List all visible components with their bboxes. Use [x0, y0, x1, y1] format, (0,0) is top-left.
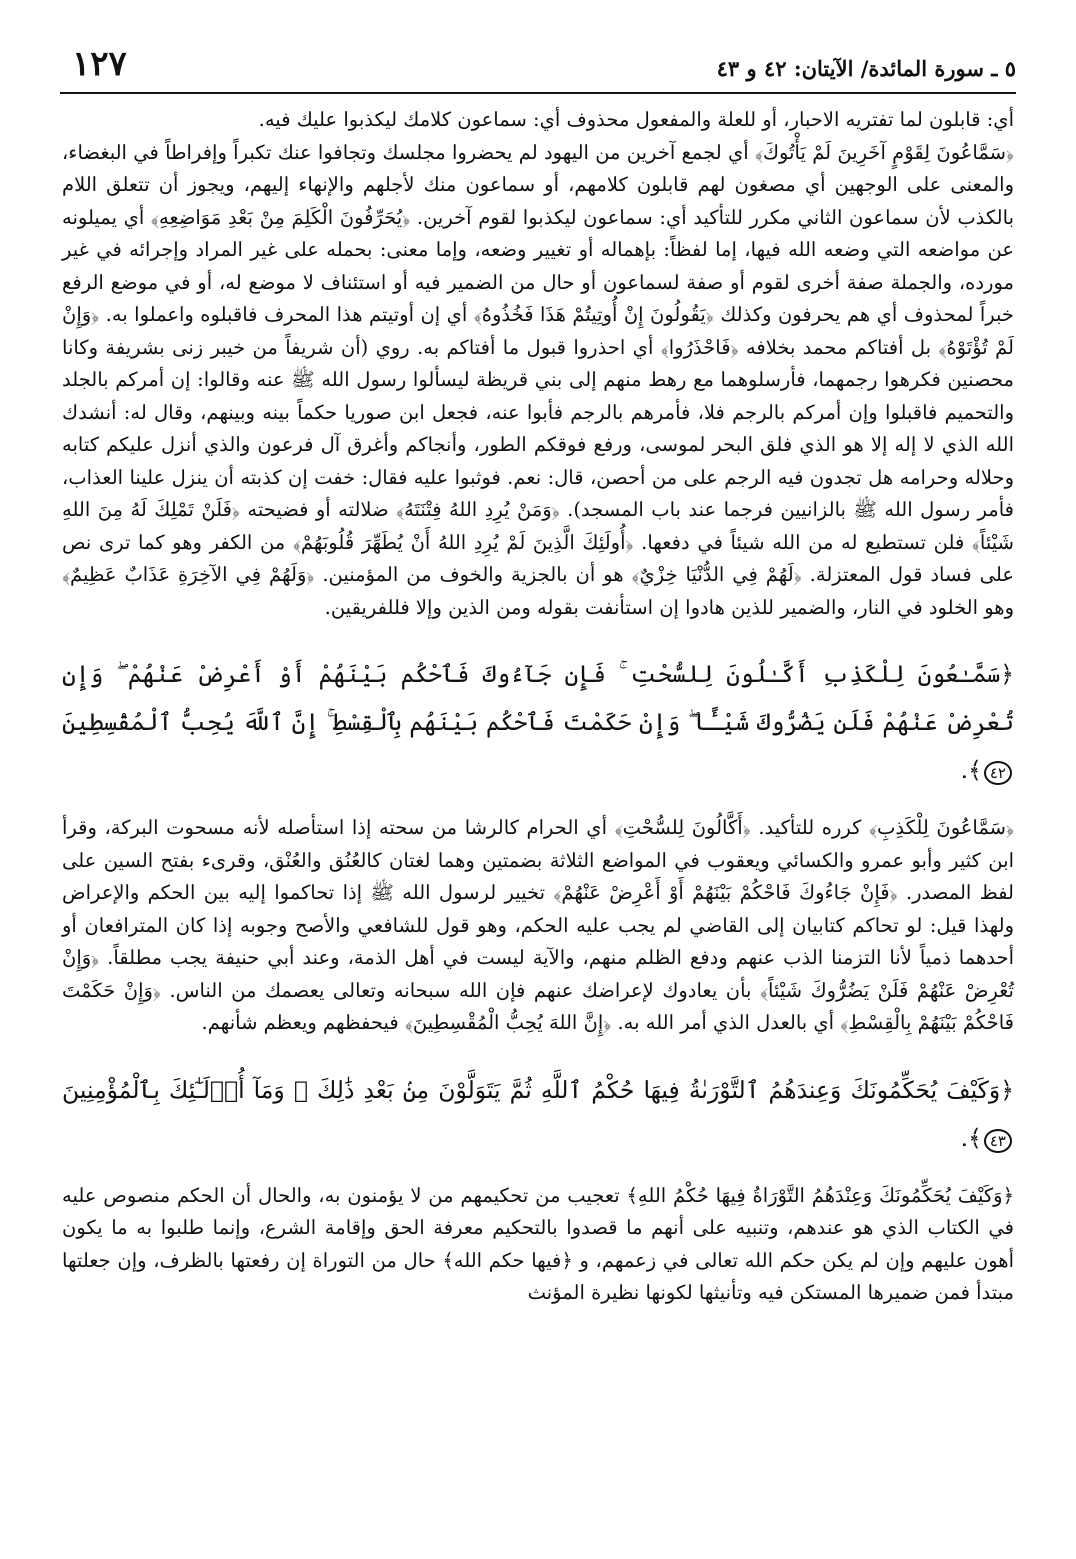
verse-42-closing: ﴾. — [960, 756, 982, 784]
verse-42-text: ﴿سَمَّـٰعُونَ لِلْكَذِبِ أَكَّـٰلُونَ لِلسُّحْتِ ۚ فَإِن جَآءُوكَ فَٱحْكُم بَيْنَهُمْ أَوْ أَعْرِضْ عَنْهُمْ ۖ وَإِن تُعْرِضْ عَنْهُمْ فَلَن يَضُرُّوكَ شَيْـًٔا ۖ وَإِنْ حَكَمْتَ فَٱحْكُم بَيْنَهُم بِٱلْقِسْطِ ۚ إِنَّ ٱللَّهَ يُحِبُّ ٱلْمُقْسِطِينَ — [62, 660, 1014, 736]
quran-verse-43 — [62, 1066, 1014, 1162]
commentary-paragraph-3: ﴿وَكَيْفَ يُحَكِّمُونَكَ وَعِنْدَهُمُ التَّوْرَاةُ فِيهَا حُكْمُ اللهِ﴾ تعجيب من تحكيمهم من لا يؤمنون به، والحال أن الحكم منصوص عليه في الكتاب الذي هو عندهم، وتنبيه على أنهم ما قصدوا بالتحكيم معرفة الحق وإقامة الشرع، وإنما طلبوا به ما يكون أهون عليهم وإن لم يكن حكم الله تعالى في زعمهم، و ﴿فيها حكم الله﴾ حال من التوراة إن رفعتها بالظرف، وإن جعلتها مبتدأ فمن ضميرها المستكن فيه وتأنيثها لكونها نظيرة المؤنث — [62, 1183, 1014, 1304]
verse-42-number: ٤٢ — [984, 761, 1012, 785]
commentary-paragraph-1b: ﴿سَمَّاعُونَ لِقَوْمٍ آخَرِينَ لَمْ يَأْتُوكَ﴾ أي لجمع آخرين من اليهود لم يحضروا مجلسك وتجافوا عنك تكبراً وإفراطاً في البغضاء، والمعنى على الوجهين أي مصغون لهم قابلون كلامهم، أو سماعون منك لأجلهم والإنهاء إليهم، ويجوز أن تتعلق اللام بالكذب لأن سماعون الثاني مكرر للتأكيد أي: سماعون ليكذبوا لقوم آخرين. ﴿يُحَرِّفُونَ الْكَلِمَ مِنْ بَعْدِ مَوَاضِعِهِ﴾ أي يميلونه عن مواضعه التي وضعه الله فيها، إما لفظاً: بإهماله أو تغيير وضعه، وإما معنى: بحمله على غير المراد وإجرائه في غير مورده، والجملة صفة أخرى لقوم أو صفة لسماعون أو حال من الضمير فيه أو استئناف لا موضع له، أو في موضع الرفع خبراً لمحذوف أي هم يحرفون وكذلك ﴿يَقُولُونَ إِنْ أُوتِيتُمْ هَذَا فَخُذُوهُ﴾ أي إن أوتيتم هذا المحرف فاقبلوه واعملوا به. ﴿وَإِنْ لَمْ تُؤْتَوْهُ﴾ بل أفتاكم محمد بخلافه ﴿فَاحْذَرُوا﴾ أي احذروا قبول ما أفتاكم به. روي (أن شريفاً من خيبر زنى بشريفة وكانا محصنين فكرهوا رجمهما، فأرسلوهما مع رهط منهم إلى بني قريظة ليسألوا رسول الله ﷺ عنه وقالوا: إن أمركم بالجلد والتحميم فاقبلوا وإن أمركم بالرجم فلا، فأمرهم بالرجم فأبوا عنه، فجعل ابن صوريا حكماً بينه وبينهم، وقال له: أنشدك الله الذي لا إله إلا هو الذي فلق البحر لموسى، ورفع فوقكم الطور، وأنجاكم وأغرق آل فرعون والذي أنزل عليكم كتابه وحلاله وحرامه هل تجدون فيه الرجم على من أحصن، قال: نعم. فوثبوا عليه فقال: خفت إن كذبته أن ينزل علينا العذاب، فأمر رسول الله ﷺ بالزانيين فرجما عند باب المسجد). ﴿وَمَنْ يُرِدِ اللهُ فِتْنَتَهُ﴾ ضلالته أو فضيحته ﴿فَلَنْ تَمْلِكَ لَهُ مِنَ اللهِ شَيْئاً﴾ فلن تستطيع له من الله شيئاً في دفعها. ﴿أُولَئِكَ الَّذِينَ لَمْ يُرِدِ اللهُ أَنْ يُطَهِّرَ قُلُوبَهُمْ﴾ من الكفر وهو كما ترى نص على فساد قول المعتزلة. ﴿لَهُمْ فِي الدُّنْيَا خِزْيٌ﴾ هو أن بالجزية والخوف من المؤمنين. ﴿وَلَهُمْ فِي الآخِرَةِ عَذَابٌ عَظِيمٌ﴾ وهو الخلود في النار، والضمير للذين هادوا إن استأنفت بقوله ومن الذين وإلا فللفريقين. — [62, 140, 1014, 619]
commentary-paragraph-1a: أي: قابلون لما تفتريه الاحبار، أو للعلة والمفعول محذوف أي: سماعون كلامك ليكذبوا عليك فيه. — [258, 108, 1014, 131]
header-title: ٥ ـ سورة المائدة/ الآيتان: ٤٢ و ٤٣ — [716, 56, 1016, 81]
verse-43-closing: ﴾. — [960, 1123, 982, 1152]
verse-43-number: ٤٣ — [984, 1129, 1012, 1153]
quran-verse-42 — [62, 650, 1014, 794]
page-body — [62, 104, 1014, 1310]
page-number: ١٢٧ — [72, 44, 127, 84]
page-header — [60, 40, 1016, 94]
commentary-paragraph-2: ﴿سَمَّاعُونَ لِلْكَذِبِ﴾ كرره للتأكيد. ﴿أَكَّالُونَ لِلسُّحْتِ﴾ أي الحرام كالرشا من سحته إذا استأصله لأنه مسحوت البركة، وقرأ ابن كثير وأبو عمرو والكسائي ويعقوب في المواضع الثلاثة بضمتين وهما لغتان كالعُنُق والعُنْق، وقرىء بفتح السين على لفظ المصدر. ﴿فَإِنْ جَاءُوكَ فَاحْكُمْ بَيْنَهُمْ أَوْ أَعْرِضْ عَنْهُمْ﴾ تخيير لرسول الله ﷺ إذا تحاكموا إليه بين الحكم والإعراض ولهذا قيل: لو تحاكم كتابيان إلى القاضي لم يجب عليه الحكم، وهو قول للشافعي والأصح وجوبه إذا كان المترافعان أو أحدهما ذمياً لأنا التزمنا الذب عنهم ودفع الظلم منهم، والآية ليست في أهل الذمة، وعند أبي حنيفة يجب مطلقاً. ﴿وَإِنْ تُعْرِضْ عَنْهُمْ فَلَنْ يَضُرُّوكَ شَيْئاً﴾ بأن يعادوك لإعراضك عنهم فإن الله سبحانه وتعالى يعصمك من الناس. ﴿وَإِنْ حَكَمْتَ فَاحْكُمْ بَيْنَهُمْ بِالْقِسْطِ﴾ أي بالعدل الذي أمر الله به. ﴿إِنَّ اللهَ يُحِبُّ الْمُقْسِطِينَ﴾ فيحفظهم ويعظم شأنهم. — [62, 816, 1014, 1034]
verse-43-text: ﴿وَكَيْفَ يُحَكِّمُونَكَ وَعِندَهُمُ ٱلتَّوْرَىٰةُ فِيهَا حُكْمُ ٱللَّهِ ثُمَّ يَتَوَلَّوْنَ مِنۢ بَعْدِ ذَٰلِكَ ۚ وَمَآ أُو۟لَـٰٓئِكَ بِٱلْمُؤْمِنِينَ — [62, 1075, 1014, 1104]
